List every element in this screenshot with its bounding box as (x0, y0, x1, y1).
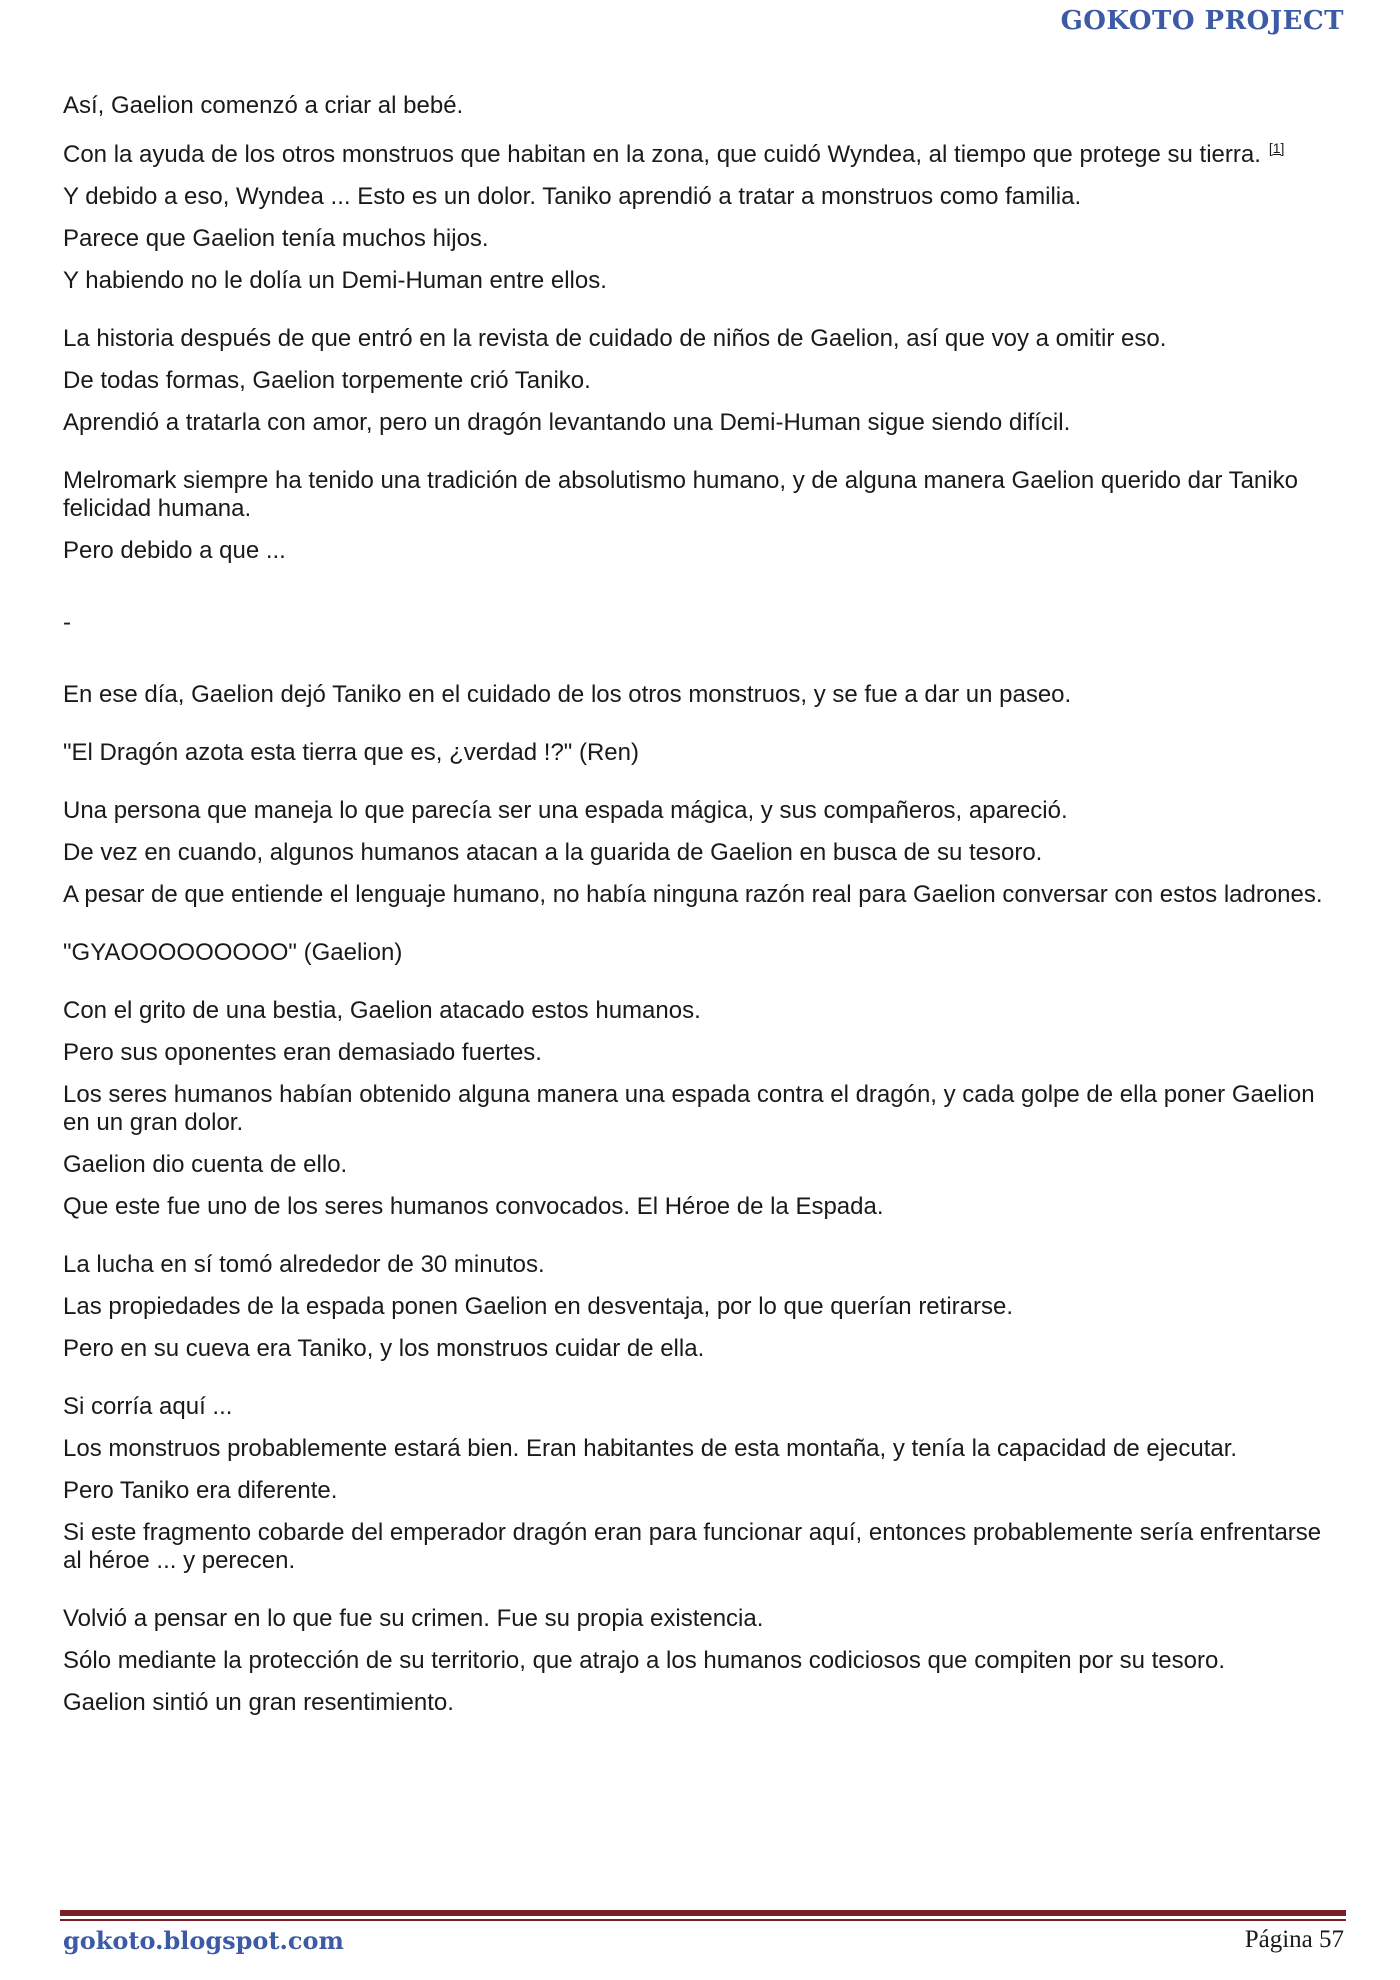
paragraph (63, 1039, 1343, 1067)
paragraph-text: Y debido a eso, Wyndea ... Esto es un dolor. Taniko aprendió a tratar a monstruos como familia. (63, 183, 1082, 210)
paragraph (63, 267, 1343, 295)
paragraph-text: "El Dragón azota esta tierra que es, ¿verdad !?" (Ren) (63, 739, 639, 766)
paragraph-text: Melromark siempre ha tenido una tradición de absolutismo humano, y de alguna manera Gaelion querido dar Taniko felicidad humana. (63, 467, 1298, 522)
paragraph (63, 1435, 1343, 1463)
paragraph-text: Si este fragmento cobarde del emperador dragón eran para funcionar aquí, entonces probablemente sería enfrentarse al héroe ... y perecen. (63, 1519, 1322, 1574)
footer-rule (60, 1910, 1346, 1916)
paragraph (63, 92, 1343, 120)
paragraph-text: Parece que Gaelion tenía muchos hijos. (63, 225, 489, 252)
paragraph-text: Pero sus oponentes eran demasiado fuertes. (63, 1039, 542, 1066)
paragraph (63, 1477, 1343, 1505)
paragraph (63, 1605, 1343, 1633)
paragraph (63, 739, 1343, 767)
paragraph-text: Que este fue uno de los seres humanos convocados. El Héroe de la Espada. (63, 1193, 884, 1220)
paragraph (63, 1393, 1343, 1421)
paragraph-text: La lucha en sí tomó alrededor de 30 minutos. (63, 1251, 545, 1278)
paragraph (63, 183, 1343, 211)
paragraph (63, 367, 1343, 395)
paragraph-text: Así, Gaelion comenzó a criar al bebé. (63, 92, 464, 119)
paragraph-text: Aprendió a tratarla con amor, pero un dragón levantando una Demi-Human sigue siendo difícil. (63, 409, 1071, 436)
paragraph-text: Gaelion dio cuenta de ello. (63, 1151, 348, 1178)
paragraph (63, 1251, 1343, 1279)
paragraph-text: De todas formas, Gaelion torpemente crió Taniko. (63, 367, 591, 394)
paragraph (63, 409, 1343, 437)
paragraph (63, 681, 1343, 709)
paragraph-text: Volvió a pensar en lo que fue su crimen. Fue su propia existencia. (63, 1605, 764, 1632)
paragraph-text: Los seres humanos habían obtenido alguna manera una espada contra el dragón, y cada golpe de ella poner Gaelion en un gran dolor. (63, 1081, 1315, 1136)
paragraph (63, 1293, 1343, 1321)
footnote-link[interactable]: [1] (1268, 140, 1285, 156)
paragraph-text: En ese día, Gaelion dejó Taniko en el cuidado de los otros monstruos, y se fue a dar un paseo. (63, 681, 1072, 708)
paragraph (63, 797, 1343, 825)
paragraph (63, 1081, 1343, 1137)
paragraph (63, 225, 1343, 253)
paragraph (63, 1689, 1343, 1717)
paragraph (63, 1647, 1343, 1675)
paragraph (63, 537, 1343, 565)
page-number: Página 57 (1244, 1926, 1344, 1953)
paragraph (63, 1335, 1343, 1363)
paragraph-text: Los monstruos probablemente estará bien. Eran habitantes de esta montaña, y tenía la capacidad de ejecutar. (63, 1435, 1238, 1462)
paragraph-text: Con la ayuda de los otros monstruos que habitan en la zona, que cuidó Wyndea, al tiempo que protege su tierra. (63, 141, 1261, 168)
paragraph (63, 609, 1343, 637)
paragraph-text: A pesar de que entiende el lenguaje humano, no había ninguna razón real para Gaelion conversar con estos ladrones. (63, 881, 1323, 908)
paragraph (63, 467, 1343, 523)
footer-rule-thin (60, 1919, 1346, 1921)
paragraph-text: Pero debido a que ... (63, 537, 286, 564)
paragraph-text: Pero en su cueva era Taniko, y los monstruos cuidar de ella. (63, 1335, 705, 1362)
paragraph-text: Pero Taniko era diferente. (63, 1477, 338, 1504)
paragraph (63, 325, 1343, 353)
paragraph-text: Si corría aquí ... (63, 1393, 233, 1420)
page-body (63, 92, 1343, 1731)
paragraph-text: Sólo mediante la protección de su territorio, que atrajo a los humanos codiciosos que compiten por su tesoro. (63, 1647, 1225, 1674)
paragraph (63, 1519, 1343, 1575)
paragraph-text: Con el grito de una bestia, Gaelion atacado estos humanos. (63, 997, 701, 1024)
paragraph (63, 939, 1343, 967)
paragraph (63, 881, 1343, 909)
paragraph-text: Una persona que maneja lo que parecía ser una espada mágica, y sus compañeros, apareció. (63, 797, 1068, 824)
paragraph-text: - (63, 609, 71, 636)
paragraph-text: De vez en cuando, algunos humanos atacan a la guarida de Gaelion en busca de su tesoro. (63, 839, 1043, 866)
paragraph-text: Gaelion sintió un gran resentimiento. (63, 1689, 454, 1716)
footer-site-link[interactable]: gokoto.blogspot.com (63, 1926, 344, 1955)
paragraph-text: "GYAOOOOOOOOO" (Gaelion) (63, 939, 403, 966)
paragraph-text: Y habiendo no le dolía un Demi-Human entre ellos. (63, 267, 607, 294)
paragraph (63, 1151, 1343, 1179)
paragraph (63, 839, 1343, 867)
paragraph-text: Las propiedades de la espada ponen Gaelion en desventaja, por lo que querían retirarse. (63, 1293, 1014, 1320)
paragraph-text: La historia después de que entró en la revista de cuidado de niños de Gaelion, así que voy a omitir eso. (63, 325, 1167, 352)
header-brand: GOKOTO PROJECT (1060, 6, 1344, 36)
paragraph (63, 997, 1343, 1025)
paragraph (63, 1193, 1343, 1221)
paragraph (63, 134, 1343, 169)
